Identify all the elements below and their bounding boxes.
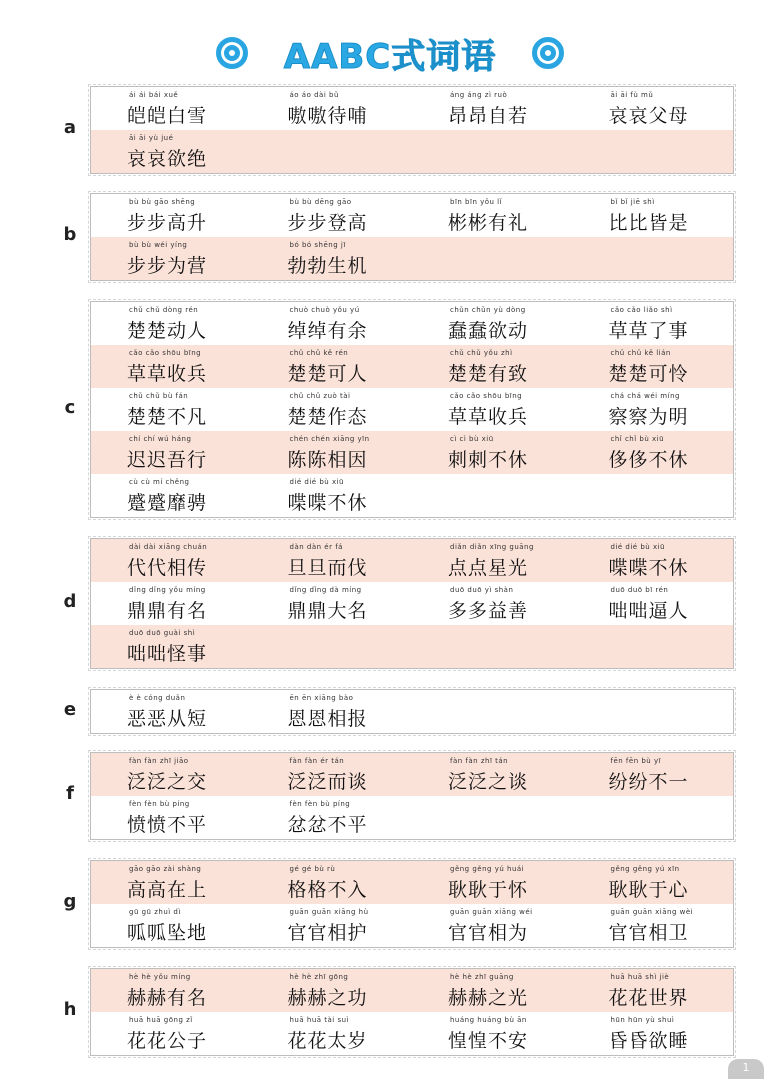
word-cell bbox=[573, 1012, 734, 1055]
pinyin: bǐ bǐ jiē shì bbox=[610, 198, 655, 206]
word-cell bbox=[91, 130, 252, 173]
idiom: 泛泛之谈 bbox=[448, 771, 529, 793]
word-cell bbox=[412, 130, 573, 173]
pinyin: bīn bīn yǒu lǐ bbox=[450, 198, 503, 206]
word-row bbox=[91, 237, 733, 280]
pinyin: chí chí wú háng bbox=[129, 435, 192, 443]
idiom: 楚楚作态 bbox=[287, 406, 368, 428]
word-box bbox=[90, 860, 734, 948]
idiom: 蹙蹙靡骋 bbox=[127, 492, 208, 514]
word-cell bbox=[573, 345, 734, 388]
idiom: 草草收兵 bbox=[448, 406, 529, 428]
word-row bbox=[91, 345, 733, 388]
pinyin: huā huā tài suì bbox=[289, 1016, 350, 1024]
word-box bbox=[90, 538, 734, 669]
word-cell bbox=[573, 431, 734, 474]
word-cell bbox=[91, 969, 252, 1012]
pinyin: guān guān xiāng wèi bbox=[610, 908, 694, 916]
pinyin: dài dài xiāng chuán bbox=[129, 543, 208, 551]
word-cell bbox=[573, 388, 734, 431]
word-row bbox=[91, 904, 733, 947]
word-cell bbox=[252, 1012, 413, 1055]
pinyin: dǐng dǐng dà míng bbox=[289, 586, 362, 594]
idiom: 代代相传 bbox=[127, 557, 208, 579]
pinyin: chǔ chǔ bù fán bbox=[129, 392, 189, 400]
word-row bbox=[91, 474, 733, 517]
idiom: 嗷嗷待哺 bbox=[287, 105, 368, 127]
idiom: 花花公子 bbox=[127, 1030, 208, 1052]
word-row bbox=[91, 690, 733, 733]
word-row bbox=[91, 431, 733, 474]
idiom: 草草收兵 bbox=[127, 363, 208, 385]
idiom: 比比皆是 bbox=[608, 212, 689, 234]
word-row bbox=[91, 582, 733, 625]
pinyin: è è cóng duǎn bbox=[129, 694, 186, 702]
word-cell bbox=[412, 431, 573, 474]
word-box bbox=[90, 301, 734, 518]
pinyin: duō duō yì shàn bbox=[450, 586, 514, 594]
pinyin: bó bó shēng jī bbox=[289, 241, 346, 249]
pinyin: cù cù mí chěng bbox=[129, 478, 190, 486]
idiom: 步步高升 bbox=[127, 212, 208, 234]
word-cell bbox=[573, 194, 734, 237]
word-cell bbox=[573, 690, 734, 733]
pinyin: bù bù wéi yíng bbox=[129, 241, 188, 249]
pinyin: huā huā shì jiè bbox=[610, 973, 670, 981]
word-cell bbox=[573, 861, 734, 904]
pinyin: bù bù dēng gāo bbox=[289, 198, 352, 206]
pinyin: guān guān xiāng hù bbox=[289, 908, 369, 916]
idiom: 昏昏欲睡 bbox=[608, 1030, 689, 1052]
word-cell bbox=[412, 345, 573, 388]
idiom: 哀哀父母 bbox=[608, 105, 689, 127]
word-cell bbox=[91, 861, 252, 904]
idiom: 楚楚可人 bbox=[287, 363, 368, 385]
word-cell bbox=[91, 690, 252, 733]
pinyin: cǎo cǎo liǎo shì bbox=[610, 306, 673, 314]
word-row bbox=[91, 194, 733, 237]
pinyin: fèn fèn bù píng bbox=[289, 800, 351, 808]
idiom: 赫赫之光 bbox=[448, 987, 529, 1009]
word-cell bbox=[412, 194, 573, 237]
idiom: 赫赫之功 bbox=[287, 987, 368, 1009]
idiom: 泛泛之交 bbox=[127, 771, 208, 793]
pinyin: fēn fēn bù yī bbox=[610, 757, 662, 765]
word-row bbox=[91, 625, 733, 668]
pinyin: chén chén xiāng yīn bbox=[289, 435, 370, 443]
pinyin: guān guān xiāng wéi bbox=[450, 908, 533, 916]
idiom: 愤愤不平 bbox=[127, 814, 208, 836]
pinyin: chǔ chǔ kě lián bbox=[610, 349, 671, 357]
pinyin: chǔ chǔ yǒu zhì bbox=[450, 349, 513, 357]
pinyin: gěng gěng yú xīn bbox=[610, 865, 680, 873]
pinyin: diǎn diǎn xīng guāng bbox=[450, 543, 534, 551]
pinyin: huáng huáng bù ān bbox=[450, 1016, 527, 1024]
idiom: 蠢蠢欲动 bbox=[448, 320, 529, 342]
idiom: 花花太岁 bbox=[287, 1030, 368, 1052]
group-letter: e bbox=[63, 698, 77, 720]
word-cell bbox=[252, 345, 413, 388]
idiom: 高高在上 bbox=[127, 879, 208, 901]
word-cell bbox=[573, 130, 734, 173]
word-cell bbox=[252, 796, 413, 839]
pinyin: gé gé bù rù bbox=[289, 865, 336, 873]
word-cell bbox=[252, 582, 413, 625]
word-cell bbox=[412, 904, 573, 947]
group-letter: c bbox=[64, 396, 76, 418]
pinyin: hè hè yǒu míng bbox=[129, 973, 191, 981]
word-cell bbox=[412, 1012, 573, 1055]
idiom: 旦旦而伐 bbox=[287, 557, 368, 579]
word-row bbox=[91, 130, 733, 173]
word-cell bbox=[91, 302, 252, 345]
word-cell bbox=[91, 539, 252, 582]
word-cell bbox=[573, 753, 734, 796]
word-cell bbox=[252, 474, 413, 517]
idiom: 纷纷不一 bbox=[608, 771, 689, 793]
idiom: 喋喋不休 bbox=[608, 557, 689, 579]
word-box bbox=[90, 752, 734, 840]
pinyin: āi āi yù jué bbox=[129, 134, 174, 142]
idiom: 咄咄逼人 bbox=[608, 600, 689, 622]
pinyin: chǔ chǔ dòng rén bbox=[129, 306, 199, 314]
idiom: 多多益善 bbox=[448, 600, 529, 622]
idiom: 哀哀欲绝 bbox=[127, 148, 208, 170]
word-cell bbox=[252, 539, 413, 582]
idiom: 楚楚有致 bbox=[448, 363, 529, 385]
pinyin: duō duō guài shì bbox=[129, 629, 196, 637]
pinyin: huā huā gōng zǐ bbox=[129, 1016, 193, 1024]
pinyin: áng áng zì ruò bbox=[450, 91, 508, 99]
idiom: 忿忿不平 bbox=[287, 814, 368, 836]
word-cell bbox=[412, 237, 573, 280]
group-letter: b bbox=[63, 224, 77, 245]
group-letter: f bbox=[66, 783, 74, 804]
pinyin: bù bù gāo shēng bbox=[129, 198, 196, 206]
word-cell bbox=[412, 625, 573, 668]
word-cell bbox=[412, 582, 573, 625]
pinyin: cì cì bù xiū bbox=[450, 435, 494, 443]
word-box bbox=[90, 193, 734, 281]
pinyin: fàn fàn zhī jiāo bbox=[129, 757, 189, 765]
idiom: 陈陈相因 bbox=[287, 449, 368, 471]
idiom: 耿耿于心 bbox=[608, 879, 689, 901]
word-box bbox=[90, 968, 734, 1056]
word-cell bbox=[91, 388, 252, 431]
idiom: 官官相为 bbox=[448, 922, 529, 944]
word-cell bbox=[573, 582, 734, 625]
word-cell bbox=[91, 431, 252, 474]
pinyin: chǐ chǐ bù xiū bbox=[610, 435, 665, 443]
word-cell bbox=[573, 302, 734, 345]
pinyin: gū gū zhuì dì bbox=[129, 908, 181, 916]
pinyin: hūn hūn yù shuì bbox=[610, 1016, 675, 1024]
idiom: 勃勃生机 bbox=[287, 255, 368, 277]
word-cell bbox=[91, 753, 252, 796]
word-cell bbox=[412, 690, 573, 733]
pinyin: ēn ēn xiāng bào bbox=[289, 694, 354, 702]
idiom: 步步登高 bbox=[287, 212, 368, 234]
word-cell bbox=[91, 474, 252, 517]
idiom: 喋喋不休 bbox=[287, 492, 368, 514]
word-row bbox=[91, 87, 733, 130]
idiom: 楚楚可怜 bbox=[608, 363, 689, 385]
word-cell bbox=[91, 87, 252, 130]
word-cell bbox=[252, 969, 413, 1012]
idiom: 皑皑白雪 bbox=[127, 105, 208, 127]
pinyin: chǔ chǔ zuò tài bbox=[289, 392, 351, 400]
pinyin: dǐng dǐng yǒu míng bbox=[129, 586, 206, 594]
word-cell bbox=[412, 474, 573, 517]
idiom: 恶恶从短 bbox=[127, 708, 208, 730]
word-cell bbox=[91, 796, 252, 839]
word-cell bbox=[252, 237, 413, 280]
word-cell bbox=[412, 861, 573, 904]
pinyin: gěng gěng yú huái bbox=[450, 865, 525, 873]
word-cell bbox=[252, 904, 413, 947]
word-cell bbox=[91, 345, 252, 388]
word-cell bbox=[91, 582, 252, 625]
word-cell bbox=[252, 690, 413, 733]
idiom: 官官相卫 bbox=[608, 922, 689, 944]
page-number-badge: 1 bbox=[728, 1059, 764, 1079]
idiom: 咄咄怪事 bbox=[127, 643, 208, 665]
word-cell bbox=[412, 302, 573, 345]
word-cell bbox=[91, 237, 252, 280]
idiom: 侈侈不休 bbox=[608, 449, 689, 471]
word-cell bbox=[412, 796, 573, 839]
word-cell bbox=[412, 539, 573, 582]
idiom: 彬彬有礼 bbox=[448, 212, 529, 234]
ring-icon-left bbox=[216, 37, 248, 69]
ring-icon-right bbox=[532, 37, 564, 69]
idiom: 呱呱坠地 bbox=[127, 922, 208, 944]
pinyin: cǎo cǎo shōu bīng bbox=[450, 392, 523, 400]
idiom: 草草了事 bbox=[608, 320, 689, 342]
idiom: 惶惶不安 bbox=[448, 1030, 529, 1052]
word-cell bbox=[252, 431, 413, 474]
idiom: 昂昂自若 bbox=[448, 105, 529, 127]
pinyin: fèn fèn bù píng bbox=[129, 800, 190, 808]
pinyin: chuò chuò yǒu yú bbox=[289, 306, 360, 314]
idiom: 察察为明 bbox=[608, 406, 689, 428]
word-cell bbox=[252, 388, 413, 431]
word-cell bbox=[573, 969, 734, 1012]
word-cell bbox=[252, 87, 413, 130]
pinyin: hè hè zhī guāng bbox=[450, 973, 514, 981]
pinyin: gāo gāo zài shàng bbox=[129, 865, 202, 873]
group-letter: h bbox=[63, 999, 77, 1020]
word-row bbox=[91, 861, 733, 904]
pinyin: áo áo dài bǔ bbox=[289, 91, 339, 99]
word-box bbox=[90, 86, 734, 174]
word-cell bbox=[91, 194, 252, 237]
page-title: AABC式词语 bbox=[283, 36, 497, 77]
word-cell bbox=[573, 904, 734, 947]
word-cell bbox=[252, 194, 413, 237]
word-row bbox=[91, 539, 733, 582]
word-cell bbox=[412, 87, 573, 130]
group-letter: g bbox=[63, 891, 77, 912]
idiom: 官官相护 bbox=[287, 922, 368, 944]
pinyin: fàn fàn ér tán bbox=[289, 757, 345, 765]
pinyin: āi āi fù mǔ bbox=[610, 91, 654, 99]
idiom: 楚楚动人 bbox=[127, 320, 208, 342]
idiom: 楚楚不凡 bbox=[127, 406, 208, 428]
idiom: 泛泛而谈 bbox=[287, 771, 368, 793]
idiom: 刺刺不休 bbox=[448, 449, 529, 471]
pinyin: hè hè zhī gōng bbox=[289, 973, 349, 981]
idiom: 绰绰有余 bbox=[287, 320, 368, 342]
idiom: 点点星光 bbox=[448, 557, 529, 579]
pinyin: dàn dàn ér fá bbox=[289, 543, 343, 551]
group-letter: a bbox=[63, 117, 77, 138]
word-cell bbox=[91, 1012, 252, 1055]
word-cell bbox=[573, 474, 734, 517]
word-cell bbox=[252, 625, 413, 668]
pinyin: cǎo cǎo shōu bīng bbox=[129, 349, 202, 357]
word-row bbox=[91, 1012, 733, 1055]
word-row bbox=[91, 388, 733, 431]
word-cell bbox=[412, 969, 573, 1012]
pinyin: chǔn chǔn yù dòng bbox=[450, 306, 526, 314]
pinyin: ái ái bái xuě bbox=[129, 91, 179, 99]
pinyin: chǔ chǔ kě rén bbox=[289, 349, 349, 357]
word-cell bbox=[252, 302, 413, 345]
idiom: 耿耿于怀 bbox=[448, 879, 529, 901]
group-letter: d bbox=[63, 590, 77, 612]
word-cell bbox=[252, 753, 413, 796]
word-box bbox=[90, 689, 734, 734]
word-cell bbox=[573, 87, 734, 130]
idiom: 鼎鼎有名 bbox=[127, 600, 208, 622]
idiom: 格格不入 bbox=[287, 879, 368, 901]
idiom: 赫赫有名 bbox=[127, 987, 208, 1009]
word-cell bbox=[252, 861, 413, 904]
word-cell bbox=[91, 904, 252, 947]
word-row bbox=[91, 302, 733, 345]
idiom: 步步为营 bbox=[127, 255, 208, 277]
idiom: 恩恩相报 bbox=[287, 708, 368, 730]
word-row bbox=[91, 969, 733, 1012]
pinyin: dié dié bù xiū bbox=[289, 478, 344, 486]
word-cell bbox=[412, 753, 573, 796]
word-cell bbox=[412, 388, 573, 431]
word-cell bbox=[573, 625, 734, 668]
idiom: 迟迟吾行 bbox=[127, 449, 208, 471]
word-row bbox=[91, 753, 733, 796]
idiom: 花花世界 bbox=[608, 987, 689, 1009]
word-cell bbox=[573, 796, 734, 839]
page-header bbox=[0, 30, 780, 76]
pinyin: dié dié bù xiū bbox=[610, 543, 665, 551]
word-cell bbox=[573, 539, 734, 582]
word-cell bbox=[252, 130, 413, 173]
idiom: 鼎鼎大名 bbox=[287, 600, 368, 622]
word-row bbox=[91, 796, 733, 839]
pinyin: chá chá wéi míng bbox=[610, 392, 680, 400]
pinyin: fàn fàn zhī tán bbox=[450, 757, 509, 765]
pinyin: duō duō bī rén bbox=[610, 586, 669, 594]
word-cell bbox=[573, 237, 734, 280]
word-cell bbox=[91, 625, 252, 668]
